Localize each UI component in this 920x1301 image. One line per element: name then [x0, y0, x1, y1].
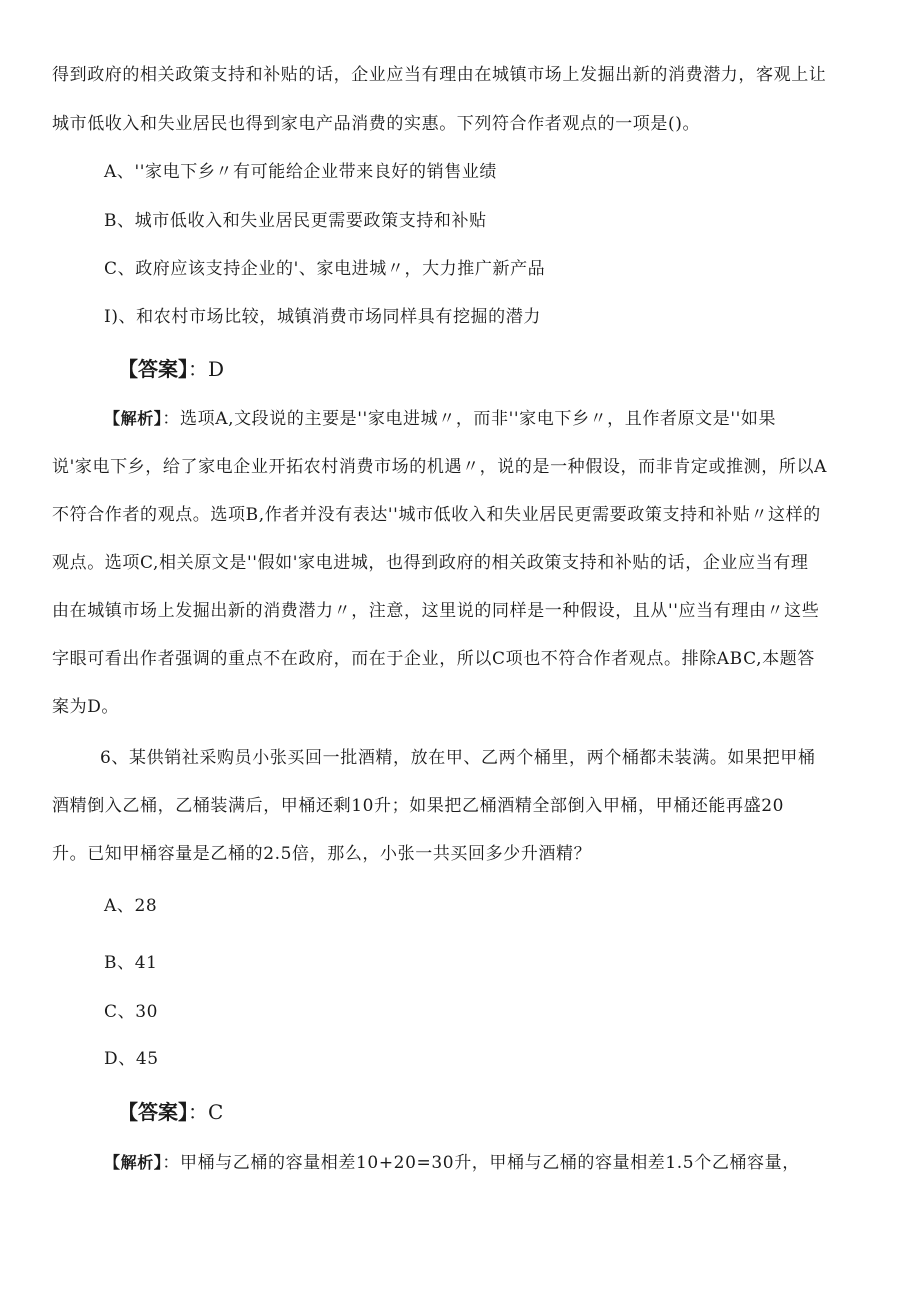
q6-option-a: A、28: [104, 896, 158, 916]
explanation-label: 【解析】: [104, 1153, 163, 1172]
q5-option-b: B、城市低收入和失业居民更需要政策支持和补贴: [104, 211, 487, 231]
q6-answer: [118, 1099, 223, 1125]
q5-option-a: A、''家电下乡〃有可能给企业带来良好的销售业绩: [104, 162, 498, 182]
answer-value: ：C: [188, 1100, 224, 1124]
q6-option-d: D、45: [104, 1049, 159, 1069]
q6-stem-first-line: 6、某供销社采购员小张买回一批酒精，放在甲、乙两个桶里，两个桶都未装满。如果把甲桶: [100, 748, 816, 768]
q5-explanation-line: 说'家电下乡，给了家电企业开拓农村消费市场的机遇〃，说的是一种假设，而非肯定或推测，所以A: [52, 457, 827, 477]
q5-stem-line: 城市低收入和失业居民也得到家电产品消费的实惠。下列符合作者观点的一项是()。: [52, 114, 701, 134]
q6-stem-line: 升。已知甲桶容量是乙桶的2.5倍，那么，小张一共买回多少升酒精？: [52, 844, 592, 864]
q5-answer: [118, 356, 224, 382]
q5-explanation-line: 观点。选项C,相关原文是''假如'家电进城，也得到政府的相关政策支持和补贴的话，企业应当有理: [52, 553, 809, 573]
answer-label: 【答案】: [118, 1100, 188, 1124]
q6-stem-line: 酒精倒入乙桶，乙桶装满后，甲桶还剩10升；如果把乙桶酒精全部倒入甲桶，甲桶还能再盛20: [52, 796, 785, 816]
q6-option-b: B、41: [104, 953, 158, 973]
answer-label: 【答案】: [118, 357, 188, 381]
q6-option-c: C、30: [104, 1002, 159, 1022]
q5-explanation-line: 案为D。: [52, 697, 120, 717]
q6-explanation-first-line: [104, 1151, 876, 1175]
q5-explanation-first-line: [104, 407, 876, 431]
explanation-text: ：甲桶与乙桶的容量相差10+20=30升，甲桶与乙桶的容量相差1.5个乙桶容量，: [162, 1153, 800, 1173]
q5-explanation-line: 字眼可看出作者强调的重点不在政府，而在于企业，所以C项也不符合作者观点。排除ABC,本题答: [52, 649, 815, 669]
q5-option-c: C、政府应该支持企业的'、家电进城〃，大力推广新产品: [104, 259, 546, 279]
explanation-text: ：选项A,文段说的主要是''家电进城〃，而非''家电下乡〃，且作者原文是''如果: [162, 409, 777, 429]
q5-option-d: I)、和农村市场比较，城镇消费市场同样具有挖掘的潜力: [104, 307, 541, 327]
answer-value: ：D: [188, 357, 225, 381]
q5-stem-line: 得到政府的相关政策支持和补贴的话，企业应当有理由在城镇市场上发掘出新的消费潜力，客观上让: [52, 65, 827, 85]
explanation-label: 【解析】: [104, 409, 163, 428]
q5-explanation-line: 由在城镇市场上发掘出新的消费潜力〃，注意，这里说的同样是一种假设，且从''应当有理由〃这些: [52, 601, 820, 621]
q5-explanation-line: 不符合作者的观点。选项B,作者并没有表达''城市低收入和失业居民更需要政策支持和补贴〃这样的: [52, 505, 821, 525]
